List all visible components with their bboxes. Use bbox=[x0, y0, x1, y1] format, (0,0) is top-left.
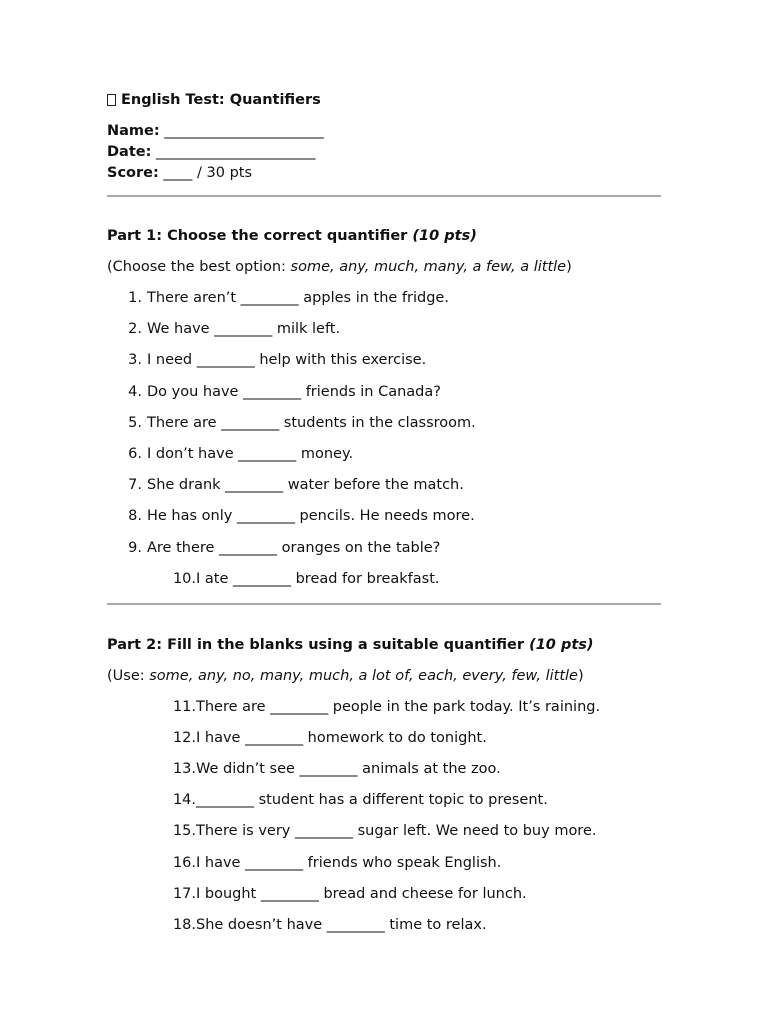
question-number: 4. bbox=[128, 383, 142, 400]
question-number bbox=[107, 697, 196, 717]
question-number-text: 10. bbox=[172, 570, 196, 587]
question-number bbox=[107, 915, 196, 935]
missing-glyph-icon bbox=[107, 94, 116, 106]
question-number-text: 11. bbox=[172, 698, 196, 715]
question-number-text: 18. bbox=[172, 917, 196, 933]
part-1-instruction-prefix: (Choose the best option: bbox=[107, 259, 291, 275]
question-text: I ate ________ bread for breakfast. bbox=[196, 570, 440, 587]
question-number-text: 14. bbox=[172, 792, 196, 809]
question-item bbox=[107, 319, 661, 339]
score-blank: ____ / 30 pts bbox=[163, 165, 253, 181]
question-text: There are ________ people in the park today. It’s raining. bbox=[196, 698, 601, 715]
question-item bbox=[107, 853, 661, 873]
part-1-points: (10 pts) bbox=[412, 228, 477, 244]
question-item bbox=[107, 821, 661, 841]
part-2-instruction-prefix: (Use: bbox=[107, 667, 150, 684]
question-text: I bought ________ bread and cheese for lunch. bbox=[196, 885, 527, 902]
question-number bbox=[107, 853, 196, 873]
part-2-title-text: Part 2: Fill in the blanks using a suitable quantifier bbox=[107, 636, 525, 653]
question-number: 6. bbox=[128, 445, 142, 462]
part-2-instruction bbox=[107, 666, 661, 686]
question-item bbox=[107, 697, 661, 717]
part-2-points: (10 pts) bbox=[529, 636, 594, 653]
question-text: There aren’t ________ apples in the fridge. bbox=[147, 290, 449, 306]
question-number-text: 15. bbox=[172, 823, 196, 840]
question-item bbox=[107, 728, 661, 748]
question-text: I need ________ help with this exercise. bbox=[147, 352, 427, 369]
date-line bbox=[107, 142, 661, 163]
question-text: There are ________ students in the classroom. bbox=[147, 414, 476, 431]
question-number-text: 13. bbox=[172, 761, 196, 778]
question-number-text: 12. bbox=[172, 729, 196, 746]
question-item bbox=[107, 288, 661, 308]
question-item bbox=[107, 506, 661, 526]
part-1-instruction-suffix: ) bbox=[566, 259, 572, 275]
date-blank: ______________________ bbox=[156, 144, 316, 160]
score-label: Score: bbox=[107, 165, 159, 181]
question-number: 7. bbox=[128, 477, 142, 494]
part-2-question-list bbox=[107, 697, 661, 935]
question-item bbox=[107, 382, 661, 402]
question-number bbox=[107, 790, 196, 810]
document-content bbox=[107, 90, 661, 935]
question-number bbox=[107, 884, 196, 904]
question-text: She drank ________ water before the match. bbox=[147, 477, 464, 494]
question-number bbox=[107, 569, 196, 589]
question-item bbox=[107, 350, 661, 370]
part-1-section bbox=[107, 226, 661, 605]
question-number bbox=[107, 821, 196, 841]
question-item bbox=[107, 475, 661, 495]
question-text: Do you have ________ friends in Canada? bbox=[147, 383, 441, 400]
question-number: 9. bbox=[128, 539, 142, 556]
question-item bbox=[107, 569, 661, 589]
question-number-text: 16. bbox=[172, 854, 196, 871]
question-text: Are there ________ oranges on the table? bbox=[147, 539, 441, 556]
question-number bbox=[107, 728, 196, 748]
date-label: Date: bbox=[107, 144, 152, 160]
score-line bbox=[107, 163, 661, 184]
part-2-instruction-options: some, any, no, many, much, a lot of, each, every, few, little bbox=[149, 667, 578, 684]
question-number: 8. bbox=[128, 508, 142, 525]
document-title-text: English Test: Quantifiers bbox=[121, 92, 321, 108]
part-2-section bbox=[107, 635, 661, 935]
name-label: Name: bbox=[107, 123, 160, 139]
part-2-title bbox=[107, 635, 661, 655]
name-line bbox=[107, 121, 661, 142]
question-number-text: 17. bbox=[172, 885, 196, 902]
question-text: ________ student has a different topic to present. bbox=[196, 792, 548, 809]
question-item bbox=[107, 538, 661, 558]
question-text: We have ________ milk left. bbox=[147, 321, 341, 338]
question-number: 3. bbox=[128, 352, 142, 369]
question-item bbox=[107, 915, 661, 935]
document-title bbox=[107, 90, 661, 110]
question-number: 5. bbox=[128, 414, 142, 431]
question-item bbox=[107, 444, 661, 464]
question-item bbox=[107, 413, 661, 433]
name-blank: ______________________ bbox=[164, 123, 324, 139]
question-text: We didn’t see ________ animals at the zoo. bbox=[196, 761, 501, 778]
part-1-instruction bbox=[107, 257, 661, 277]
question-text: I have ________ homework to do tonight. bbox=[196, 729, 487, 746]
question-text: There is very ________ sugar left. We need to buy more. bbox=[196, 823, 597, 840]
question-item bbox=[107, 884, 661, 904]
divider bbox=[107, 195, 661, 197]
question-text: I have ________ friends who speak English. bbox=[196, 854, 502, 871]
part-2-instruction-suffix: ) bbox=[577, 667, 584, 684]
question-number bbox=[107, 759, 196, 779]
question-number: 1. bbox=[128, 290, 142, 306]
part-1-title bbox=[107, 226, 661, 246]
question-text: She doesn’t have ________ time to relax. bbox=[196, 917, 487, 933]
part-1-instruction-options: some, any, much, many, a few, a little bbox=[290, 259, 567, 275]
question-text: He has only ________ pencils. He needs more. bbox=[147, 508, 475, 525]
divider bbox=[107, 603, 661, 605]
question-text: I don’t have ________ money. bbox=[147, 445, 354, 462]
part-1-title-text: Part 1: Choose the correct quantifier bbox=[107, 228, 408, 244]
question-item bbox=[107, 759, 661, 779]
part-1-question-list bbox=[107, 288, 661, 589]
question-number: 2. bbox=[128, 321, 142, 338]
question-item bbox=[107, 790, 661, 810]
